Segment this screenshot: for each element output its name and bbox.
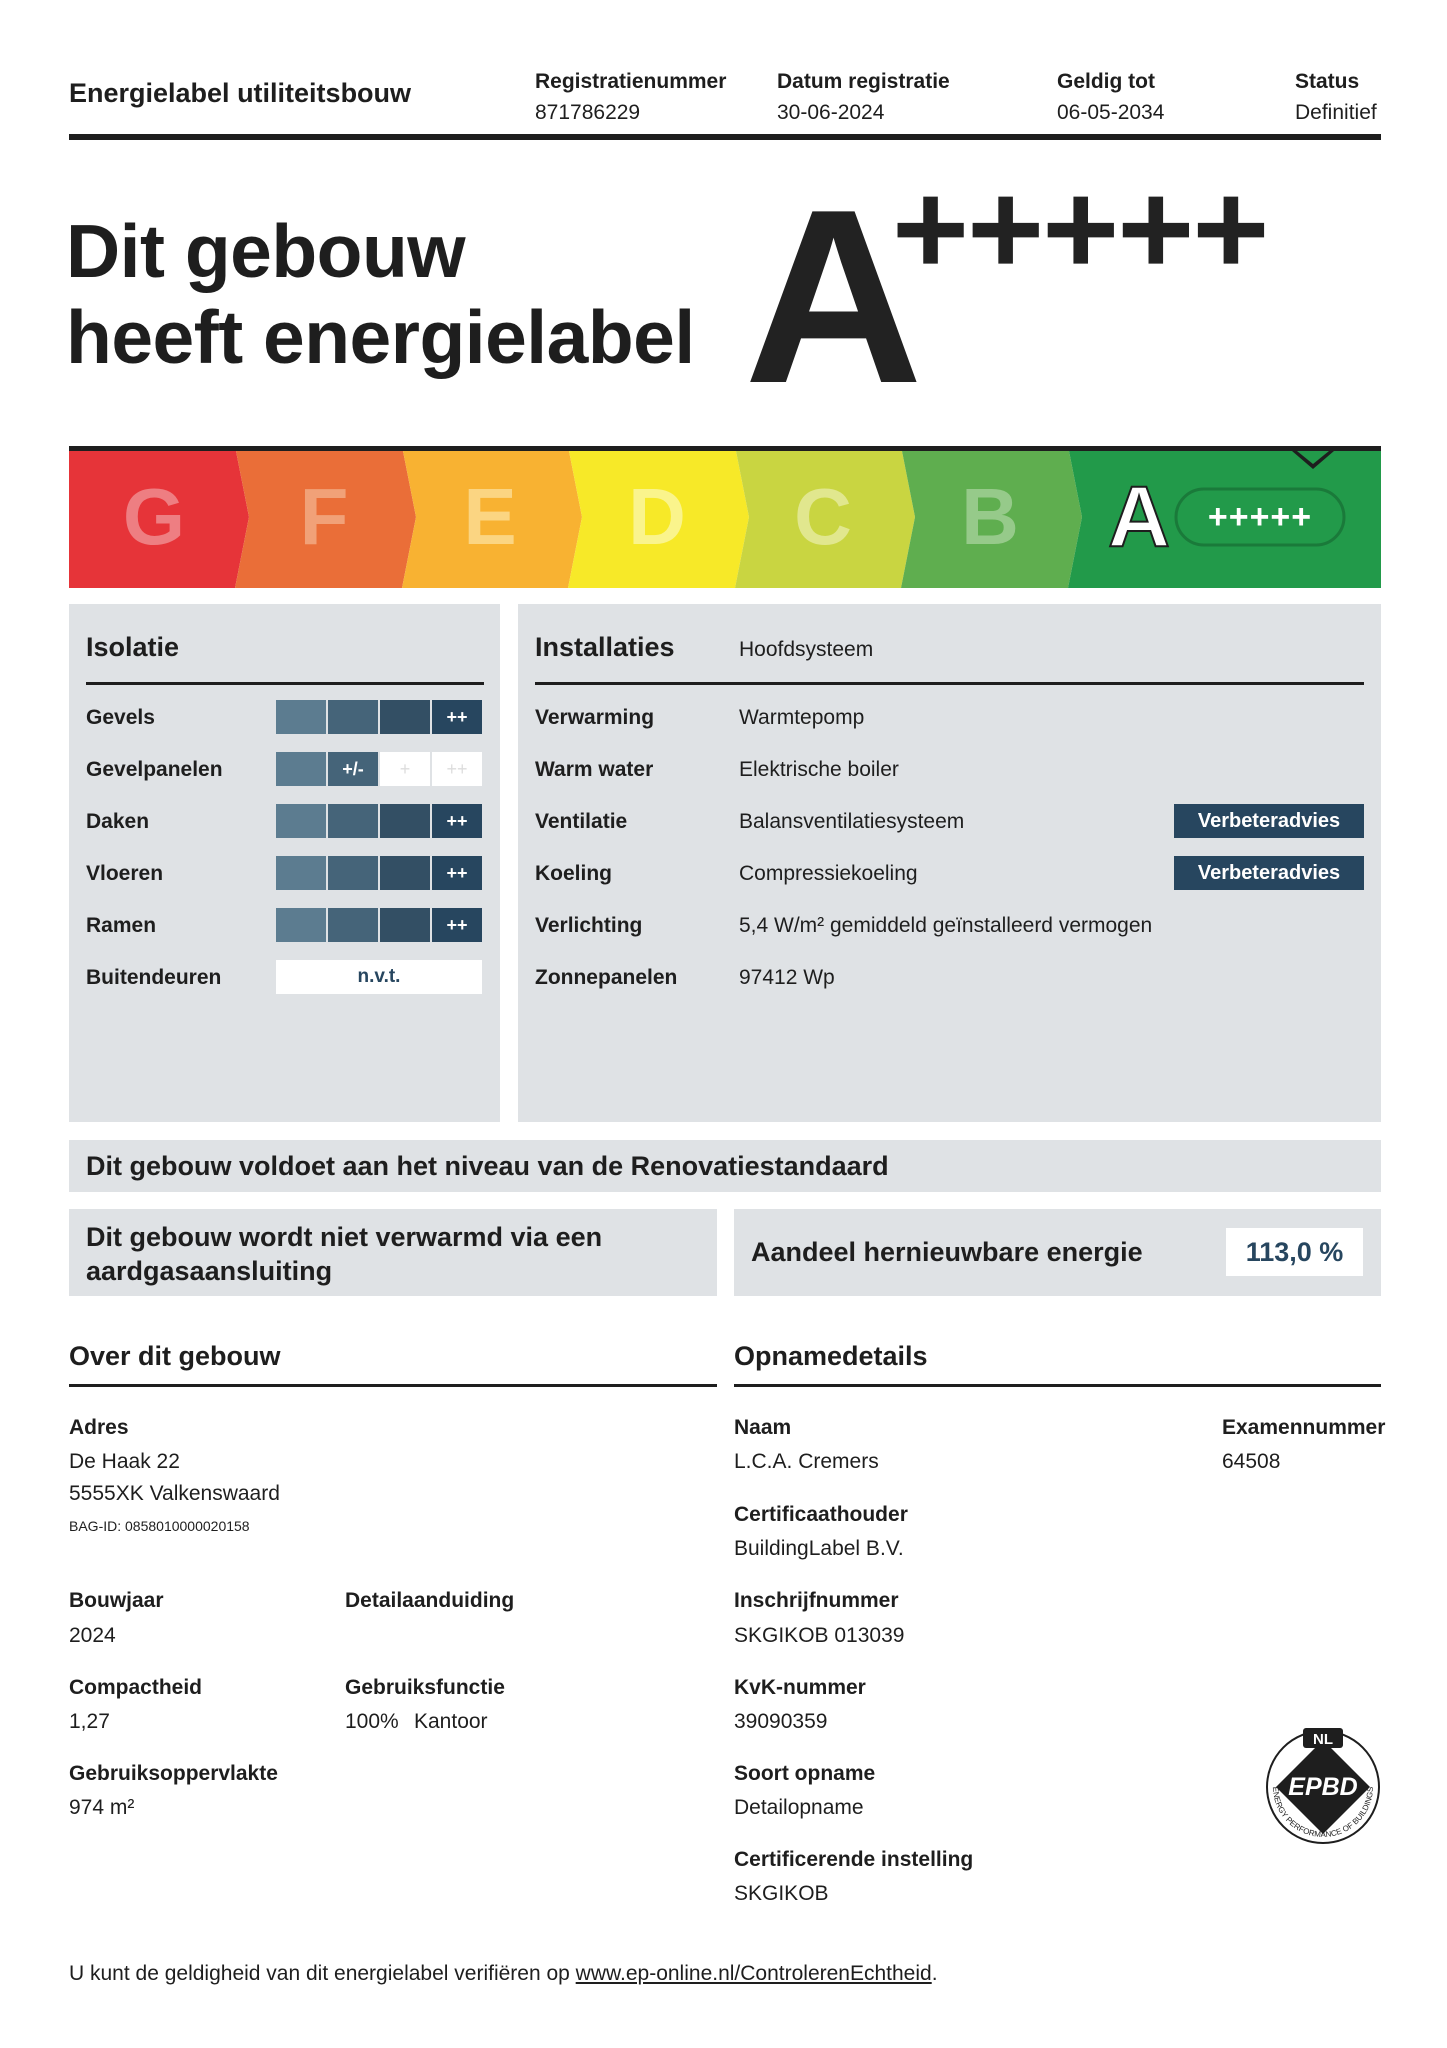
- scale-plus-text: +++++: [1207, 497, 1313, 536]
- rating-mark-vloeren: ++: [432, 856, 482, 890]
- epbd-logo-mark: EPBD: [1288, 1773, 1358, 1801]
- registratienummer-label: Registratienummer: [535, 70, 727, 93]
- bouwjaar-label: Bouwjaar: [69, 1589, 164, 1612]
- registratienummer-value: 871786229: [535, 101, 641, 124]
- header-divider: [69, 134, 1381, 140]
- installaties-divider: [535, 682, 1364, 685]
- installatie-label-warm-water: Warm water: [535, 758, 654, 781]
- aardgas-text-line2: aardgasaansluiting: [86, 1256, 333, 1286]
- gebruiksfunctie-label: Gebruiksfunctie: [345, 1676, 505, 1699]
- isolatie-label-buitendeuren: Buitendeuren: [86, 966, 222, 989]
- opname-section-divider: [734, 1384, 1381, 1387]
- epbd-logo-graphic: [1258, 1722, 1388, 1852]
- isolatie-label-daken: Daken: [86, 810, 150, 833]
- footer-end: .: [931, 1962, 938, 1985]
- scale-letter-f: F: [299, 472, 349, 561]
- gebouw-section-divider: [69, 1384, 717, 1387]
- datum-registratie-block: [777, 66, 950, 128]
- isolatie-title: Isolatie: [86, 632, 180, 662]
- detailaanduiding-label: Detailaanduiding: [345, 1589, 515, 1612]
- rating-cell: [276, 700, 326, 734]
- certificerende-instelling-value: SKGIKOB: [734, 1882, 829, 1905]
- rating-mark-gevels: ++: [432, 700, 482, 734]
- bouwjaar-value: 2024: [69, 1624, 116, 1647]
- rating-faded-plus: +: [380, 752, 430, 786]
- installatie-value-ventilatie: Balansventilatiesysteem: [739, 810, 965, 833]
- scale-letter-g: G: [122, 472, 186, 561]
- naam-value: L.C.A. Cremers: [734, 1450, 879, 1473]
- examennummer-label: Examennummer: [1222, 1416, 1386, 1439]
- rating-bar-buitendeuren: [276, 960, 482, 994]
- verbeteradvies-ventilatie-button[interactable]: Verbeteradvies: [1174, 804, 1364, 838]
- gebruiksoppervlakte-value: 974 m²: [69, 1796, 135, 1819]
- adres-line1: De Haak 22: [69, 1450, 180, 1473]
- status-label: Status: [1295, 70, 1360, 93]
- geldig-tot-value: 06-05-2034: [1057, 101, 1165, 124]
- aardgas-text: [86, 1220, 602, 1288]
- bag-id: BAG-ID: 0858010000020158: [69, 1518, 250, 1534]
- kvk-nummer-value: 39090359: [734, 1710, 828, 1733]
- label-heading-line2: heeft energielabel: [66, 295, 695, 379]
- adres-label: Adres: [69, 1416, 129, 1439]
- rating-mark-ramen: ++: [432, 908, 482, 942]
- scale-letter-d: D: [628, 472, 686, 561]
- hernieuwbare-energie-banner: [734, 1209, 1381, 1296]
- datum-registratie-label: Datum registratie: [777, 70, 950, 93]
- label-heading-line1: Dit gebouw: [66, 209, 466, 293]
- scale-letter-a: A: [1107, 468, 1171, 565]
- aardgas-banner: [69, 1209, 717, 1296]
- scale-letter-b: B: [961, 472, 1019, 561]
- soort-opname-label: Soort opname: [734, 1762, 876, 1785]
- rating-cell: [276, 804, 326, 838]
- rating-cell: [380, 856, 430, 890]
- isolatie-divider: [86, 682, 484, 685]
- footer-text: U kunt de geldigheid van dit energielabel verifiëren op: [69, 1962, 576, 1985]
- gebruiksoppervlakte-label: Gebruiksoppervlakte: [69, 1762, 278, 1785]
- document-title: Energielabel utiliteitsbouw: [69, 78, 412, 108]
- installatie-value-verlichting: 5,4 W/m² gemiddeld geïnstalleerd vermogen: [739, 914, 1153, 937]
- aardgas-text-line1: Dit gebouw wordt niet verwarmd via een: [86, 1222, 603, 1252]
- installatie-label-koeling: Koeling: [535, 862, 612, 885]
- epbd-logo-badge: NL: [1313, 1731, 1333, 1748]
- certificaathouder-value: BuildingLabel B.V.: [734, 1537, 904, 1560]
- energy-scale: [69, 446, 1381, 588]
- label-heading: [66, 208, 695, 380]
- hernieuwbare-energie-value: 113,0 %: [1226, 1228, 1363, 1276]
- naam-label: Naam: [734, 1416, 792, 1439]
- energy-label-plus: +++++: [892, 155, 1268, 302]
- installatie-value-zonnepanelen: 97412 Wp: [739, 966, 835, 989]
- installatie-label-verlichting: Verlichting: [535, 914, 643, 937]
- epbd-logo: [1258, 1722, 1388, 1852]
- status-block: [1295, 66, 1377, 128]
- soort-opname-value: Detailopname: [734, 1796, 864, 1819]
- examennummer-value: 64508: [1222, 1450, 1281, 1473]
- rating-cell: [380, 908, 430, 942]
- certificaathouder-label: Certificaathouder: [734, 1503, 908, 1526]
- installaties-subtitle: Hoofdsysteem: [739, 638, 874, 661]
- rating-mark-daken: ++: [432, 804, 482, 838]
- isolatie-label-ramen: Ramen: [86, 914, 157, 937]
- rating-cell: [276, 908, 326, 942]
- rating-mark-buitendeuren: n.v.t.: [357, 966, 401, 987]
- hernieuwbare-energie-label: Aandeel hernieuwbare energie: [751, 1237, 1143, 1267]
- verbeteradvies-koeling-button[interactable]: Verbeteradvies: [1174, 856, 1364, 890]
- registratienummer-block: [535, 66, 726, 128]
- datum-registratie-value: 30-06-2024: [777, 101, 885, 124]
- rating-cell: [328, 856, 378, 890]
- rating-mark-gevelpanelen: +/-: [328, 752, 378, 786]
- isolatie-label-gevelpanelen: Gevelpanelen: [86, 758, 223, 781]
- installatie-label-zonnepanelen: Zonnepanelen: [535, 966, 678, 989]
- active-label-pointer-inner: [1297, 451, 1329, 464]
- kvk-nummer-label: KvK-nummer: [734, 1676, 866, 1699]
- compactheid-value: 1,27: [69, 1710, 110, 1733]
- geldig-tot-block: [1057, 66, 1164, 128]
- installatie-value-warm-water: Elektrische boiler: [739, 758, 899, 781]
- gebruiksfunctie-value: Kantoor: [414, 1710, 488, 1733]
- rating-cell: [276, 856, 326, 890]
- renovatiestandaard-text: Dit gebouw voldoet aan het niveau van de Renovatiestandaard: [86, 1151, 889, 1181]
- opname-section-title: Opnamedetails: [734, 1341, 928, 1371]
- verification-link[interactable]: www.ep-online.nl/ControlerenEchtheid: [575, 1962, 932, 1985]
- installatie-value-koeling: Compressiekoeling: [739, 862, 918, 885]
- isolatie-label-gevels: Gevels: [86, 706, 155, 729]
- rating-faded-plusplus: ++: [432, 752, 482, 786]
- scale-top-border: [69, 446, 1381, 451]
- footer-note: [69, 1962, 938, 1986]
- rating-cell: [328, 908, 378, 942]
- epbd-logo-ring-text: ENERGY PERFORMANCE OF BUILDINGS: [1270, 1786, 1376, 1840]
- installatie-label-verwarming: Verwarming: [535, 706, 655, 729]
- energy-label-letter: A: [744, 157, 924, 435]
- gebouw-section-title: Over dit gebouw: [69, 1341, 281, 1371]
- rating-cell: [276, 752, 326, 786]
- status-value: Definitief: [1295, 101, 1377, 124]
- scale-letter-c: C: [794, 472, 852, 561]
- rating-cell: [328, 804, 378, 838]
- installaties-title: Installaties: [535, 632, 675, 662]
- installatie-label-ventilatie: Ventilatie: [535, 810, 628, 833]
- renovatiestandaard-banner: [69, 1140, 1381, 1192]
- inschrijfnummer-label: Inschrijfnummer: [734, 1589, 899, 1612]
- geldig-tot-label: Geldig tot: [1057, 70, 1155, 93]
- rating-cell: [380, 700, 430, 734]
- certificerende-instelling-label: Certificerende instelling: [734, 1848, 974, 1871]
- inschrijfnummer-value: SKGIKOB 013039: [734, 1624, 905, 1647]
- scale-letter-e: E: [463, 472, 517, 561]
- rating-cell: [380, 804, 430, 838]
- adres-line2: 5555XK Valkenswaard: [69, 1482, 280, 1505]
- installatie-value-verwarming: Warmtepomp: [739, 706, 865, 729]
- rating-cell: [328, 700, 378, 734]
- gebruiksfunctie-percentage: 100%: [345, 1710, 399, 1733]
- isolatie-label-vloeren: Vloeren: [86, 862, 164, 885]
- compactheid-label: Compactheid: [69, 1676, 203, 1699]
